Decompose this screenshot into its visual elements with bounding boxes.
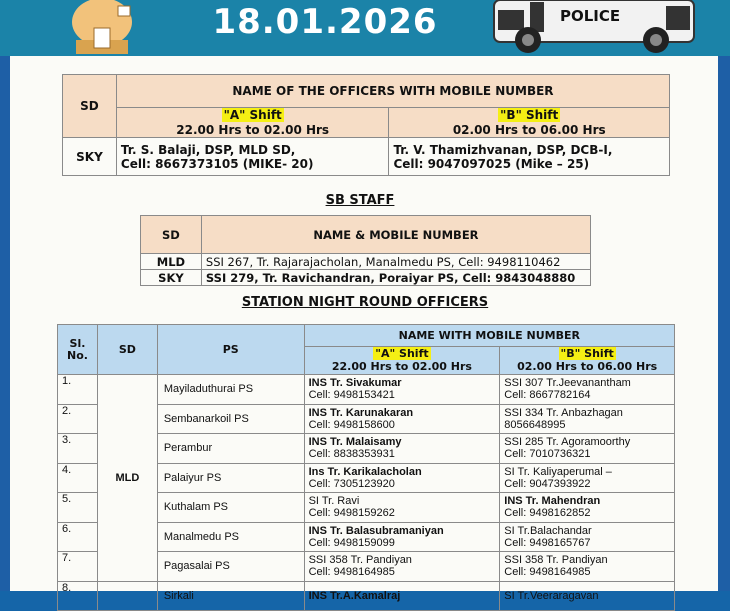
col-sd: SD	[63, 75, 117, 138]
shift-b-officer: SI Tr.Veeraragavan	[504, 589, 599, 602]
sb-staff-table	[140, 215, 591, 286]
row-sl: 6.	[62, 522, 72, 535]
sb-staff-title: SB STAFF	[325, 193, 395, 208]
shift-b-officer: Tr. V. Thamizhvanan, DSP, DCB-I,	[393, 142, 613, 157]
shift-b-officer: SSI 358 Tr. Pandiyan	[504, 554, 608, 567]
row-sl: 8.	[62, 581, 72, 594]
shift-b-cell: Cell: 9047097025 (Mike – 25)	[393, 156, 590, 171]
shift-a-cell: Cell: 7305123920	[308, 477, 395, 490]
page-date: 18.01.2026	[212, 2, 438, 42]
shift-b-time: 02.00 Hrs to 06.00 Hrs	[500, 361, 675, 375]
shift-b-cell: Cell: 9498165767	[504, 536, 591, 549]
row-sl: 3.	[62, 434, 72, 446]
shift-b-officer: SSI 285 Tr. Agoramoorthy	[504, 436, 631, 449]
frame-right	[718, 56, 730, 591]
shift-a-time: 22.00 Hrs to 02.00 Hrs	[304, 361, 500, 375]
shift-b-cell: Cell: 7010736321	[504, 448, 591, 461]
shift-a-cell: Cell: 8667373105 (MIKE- 20)	[120, 156, 314, 171]
shift-a-officer: INS Tr. Malaisamy	[308, 436, 402, 449]
col-sl: Sl.	[69, 336, 86, 350]
header-banner	[0, 0, 730, 56]
shift-b-label: "B" Shift	[500, 108, 559, 123]
row-sl: 2.	[62, 404, 72, 417]
col-sd: SD	[97, 325, 157, 375]
row-ps: Sembanarkoil PS	[163, 412, 249, 425]
col-ps: PS	[157, 325, 304, 375]
shift-a-label: "A" Shift	[223, 108, 282, 123]
shift-b-cell: 8056648995	[504, 418, 566, 431]
officers-table	[62, 74, 670, 176]
shift-a-cell: Cell: 9498164985	[308, 566, 395, 579]
shift-b-cell: Cell: 9047393922	[504, 477, 591, 490]
row-sd: SKY	[63, 138, 117, 176]
shift-a-officer: Tr. S. Balaji, DSP, MLD SD,	[120, 142, 296, 157]
shift-b-cell: Cell: 9498162852	[504, 507, 591, 520]
frame-left	[0, 56, 10, 591]
night-round-table	[57, 324, 675, 611]
shift-b-time: 02.00 Hrs to 06.00 Hrs	[389, 123, 670, 138]
shift-a-cell: Cell: 8838353931	[308, 448, 395, 461]
shift-a-officer: INS Tr. Sivakumar	[308, 377, 402, 390]
shift-b-officer: SI Tr.Balachandar	[504, 524, 592, 537]
col-name: NAME WITH MOBILE NUMBER	[304, 325, 674, 347]
col-name: NAME & MOBILE NUMBER	[201, 216, 590, 254]
row-ps: Manalmedu PS	[163, 530, 240, 543]
shift-a-officer: Ins Tr. Karikalacholan	[308, 465, 422, 478]
shift-a-officer: INS Tr. Balasubramaniyan	[308, 524, 444, 537]
shift-b-cell: Cell: 8667782164	[504, 389, 591, 402]
shift-a-cell: Cell: 9498159099	[308, 536, 395, 549]
shift-a-cell: Cell: 9498158600	[308, 418, 395, 431]
sb-row-name: SSI 267, Tr. Rajarajacholan, Manalmedu PS, Cell: 9498110462	[201, 254, 590, 270]
row-ps: Sirkali	[163, 589, 194, 602]
shift-b-cell: Cell: 9498164985	[504, 566, 591, 579]
row-sl: 5.	[62, 493, 72, 505]
row-ps: Pagasalai PS	[163, 560, 230, 573]
col-sd: SD	[141, 216, 202, 254]
row-sl: 4.	[62, 463, 72, 476]
row-ps: Palaiyur PS	[163, 471, 222, 484]
night-round-title: STATION NIGHT ROUND OFFICERS	[241, 295, 489, 310]
row-ps: Mayiladuthurai PS	[163, 383, 254, 396]
shift-a-cell: Cell: 9498159262	[308, 507, 395, 520]
sb-row-sd: SKY	[141, 270, 202, 286]
table-row	[58, 375, 675, 405]
shift-a-cell: Cell: 9498153421	[308, 389, 395, 402]
shift-a-time: 22.00 Hrs to 02.00 Hrs	[116, 123, 389, 138]
sb-row-sd: MLD	[141, 254, 202, 270]
row-sd: MLD	[115, 471, 140, 484]
sb-row-name: SSI 279, Tr. Ravichandran, Poraiyar PS, Cell: 9843048880	[201, 270, 590, 286]
shift-b-officer: SSI 334 Tr. Anbazhagan	[504, 406, 623, 419]
table-row	[58, 581, 675, 611]
row-sl: 1.	[62, 375, 72, 387]
police-text: POLICE	[560, 7, 621, 25]
shift-a-officer: INS Tr.A.Kamalraj	[308, 589, 401, 602]
officers-title: NAME OF THE OFFICERS WITH MOBILE NUMBER	[116, 75, 669, 108]
shift-a-officer: SI Tr. Ravi	[308, 495, 360, 508]
shift-a-officer: INS Tr. Karunakaran	[308, 406, 414, 419]
shift-a-label: "A" Shift	[375, 346, 429, 360]
police-jeep-icon	[490, 0, 700, 55]
row-sl: 7.	[62, 552, 72, 564]
shift-b-officer: SI Tr. Kaliyaperumal –	[504, 465, 612, 478]
row-ps: Perambur	[163, 442, 213, 455]
shift-b-officer: SSI 307 Tr.Jeevanantham	[504, 377, 631, 390]
col-no: No.	[66, 348, 88, 362]
shift-b-label: "B" Shift	[560, 346, 614, 360]
shift-b-officer: INS Tr. Mahendran	[504, 495, 601, 508]
shift-a-officer: SSI 358 Tr. Pandiyan	[308, 554, 412, 567]
row-ps: Kuthalam PS	[163, 501, 229, 514]
